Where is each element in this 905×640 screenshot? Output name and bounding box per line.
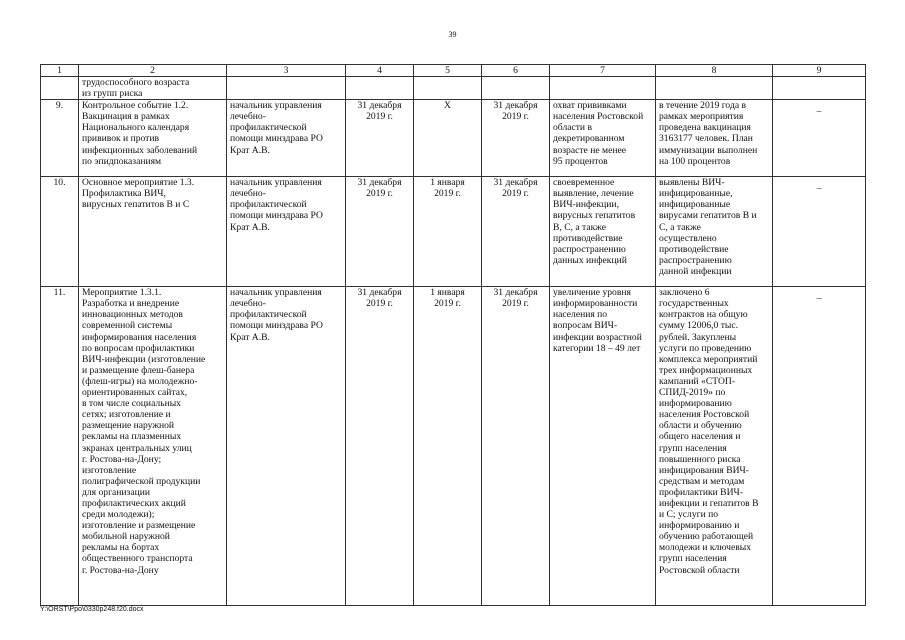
expected-result: своевременное выявление, лечение ВИЧ-инфекции, вирусных гепатитов В, С, а также противодействие распространению данных инфекций bbox=[553, 177, 636, 266]
column-header: 7 bbox=[550, 65, 656, 77]
actual-result: в течение 2019 года в рамках мероприятия проведена вакцинация 3163177 человек. План иммунизации выполнен на 100 процентов bbox=[659, 100, 758, 167]
planned-date: 31 декабря 2019 г. bbox=[357, 177, 402, 200]
footer-file-path: Y:\ORST\Ppo\0330p248.f20.docx bbox=[40, 606, 144, 613]
start-date: X bbox=[444, 100, 451, 112]
note: – bbox=[816, 293, 822, 305]
responsible-person: начальник управления лечебно- профилактической помощи минздрава РО Крат А.В. bbox=[230, 100, 323, 156]
column-number-row bbox=[41, 65, 866, 77]
column-header: 6 bbox=[482, 65, 550, 77]
column-header: 1 bbox=[41, 65, 79, 77]
column-header: 4 bbox=[346, 65, 414, 77]
column-header: 3 bbox=[227, 65, 346, 77]
column-header: 9 bbox=[773, 65, 866, 77]
table-row bbox=[41, 287, 866, 606]
expected-result: увеличение уровня информированности населения по вопросам ВИЧ- инфекции возрастной категории 18 – 49 лет bbox=[553, 287, 642, 354]
table-row bbox=[41, 77, 866, 100]
table-row bbox=[41, 177, 866, 287]
planned-date: 31 декабря 2019 г. bbox=[357, 100, 402, 123]
actual-result: выявлены ВИЧ- инфицированные, инфицированные вирусами гепатитов В и С, а также осуществлено противодействие распространению данной инфекции bbox=[659, 177, 757, 277]
actual-result: заключено 6 государственных контрактов на общую сумму 12006,0 тыс. рублей. Закуплены услуги по проведению комплекса мероприятий трех информационных кампаний «СТОП- СПИД-2019» по информированию населения Ростовской области и обучению общего населения и групп населения повышенного риска инфицирования ВИЧ- средствам и методам профилактики ВИЧ- инфекции и гепатитов В и С; услуги по информированию и обучению работающей молодежи и ключевых групп населения Ростовской области bbox=[659, 287, 759, 576]
note: – bbox=[816, 183, 822, 195]
start-date: 1 января 2019 г. bbox=[430, 287, 465, 310]
report-table bbox=[40, 64, 866, 606]
event-name: Основное мероприятие 1.3. Профилактика ВИЧ, вирусных гепатитов В и С bbox=[82, 177, 195, 211]
column-header: 2 bbox=[79, 65, 227, 77]
note bbox=[776, 77, 862, 83]
expected-result: охват прививками населения Ростовской области в декретированном возрасте не менее 95 процентов bbox=[553, 100, 644, 167]
end-date: 31 декабря 2019 г. bbox=[493, 100, 538, 123]
end-date: 31 декабря 2019 г. bbox=[493, 177, 538, 200]
column-header: 8 bbox=[656, 65, 773, 77]
end-date: 31 декабря 2019 г. bbox=[493, 287, 538, 310]
row-number: 11. bbox=[53, 287, 66, 299]
note: – bbox=[816, 106, 822, 118]
start-date: 1 января 2019 г. bbox=[430, 177, 465, 200]
event-name: Контрольное событие 1.2. Вакцинация в рамках Национального календаря прививок и против инфекционных заболеваний по эпидпоказаниям bbox=[82, 100, 198, 167]
event-name: трудоспособного возраста из групп риска bbox=[82, 77, 190, 100]
table-row bbox=[41, 100, 866, 177]
page-number: 39 bbox=[448, 30, 457, 39]
column-header: 5 bbox=[414, 65, 482, 77]
responsible-person: начальник управления лечебно- профилактической помощи минздрава РО Крат А.В. bbox=[230, 287, 323, 343]
row-number: 10. bbox=[53, 177, 66, 189]
planned-date: 31 декабря 2019 г. bbox=[357, 287, 402, 310]
row-number: 9. bbox=[55, 100, 64, 112]
event-name: Мероприятие 1.3.1. Разработка и внедрение инновационных методов современной системы информирования населения по вопросам профилактики ВИЧ-инфекции (изготовление и размещение флеш-банера (флеш-игры) на молодежно- ориентированных сайтах, в том числе социальных сетях; изготовление и размещение наружной рекламы на плазменных экранах центральных улиц г. Ростова-на-Дону; изготовление полиграфической продукции для организации профилактических акций среди молодежи); изготовление и размещение мобильной наружной рекламы на бортах общественного транспорта г. Ростова-на-Дону bbox=[82, 287, 206, 576]
responsible-person: начальник управления лечебно- профилактической помощи минздрава РО Крат А.В. bbox=[230, 177, 323, 233]
